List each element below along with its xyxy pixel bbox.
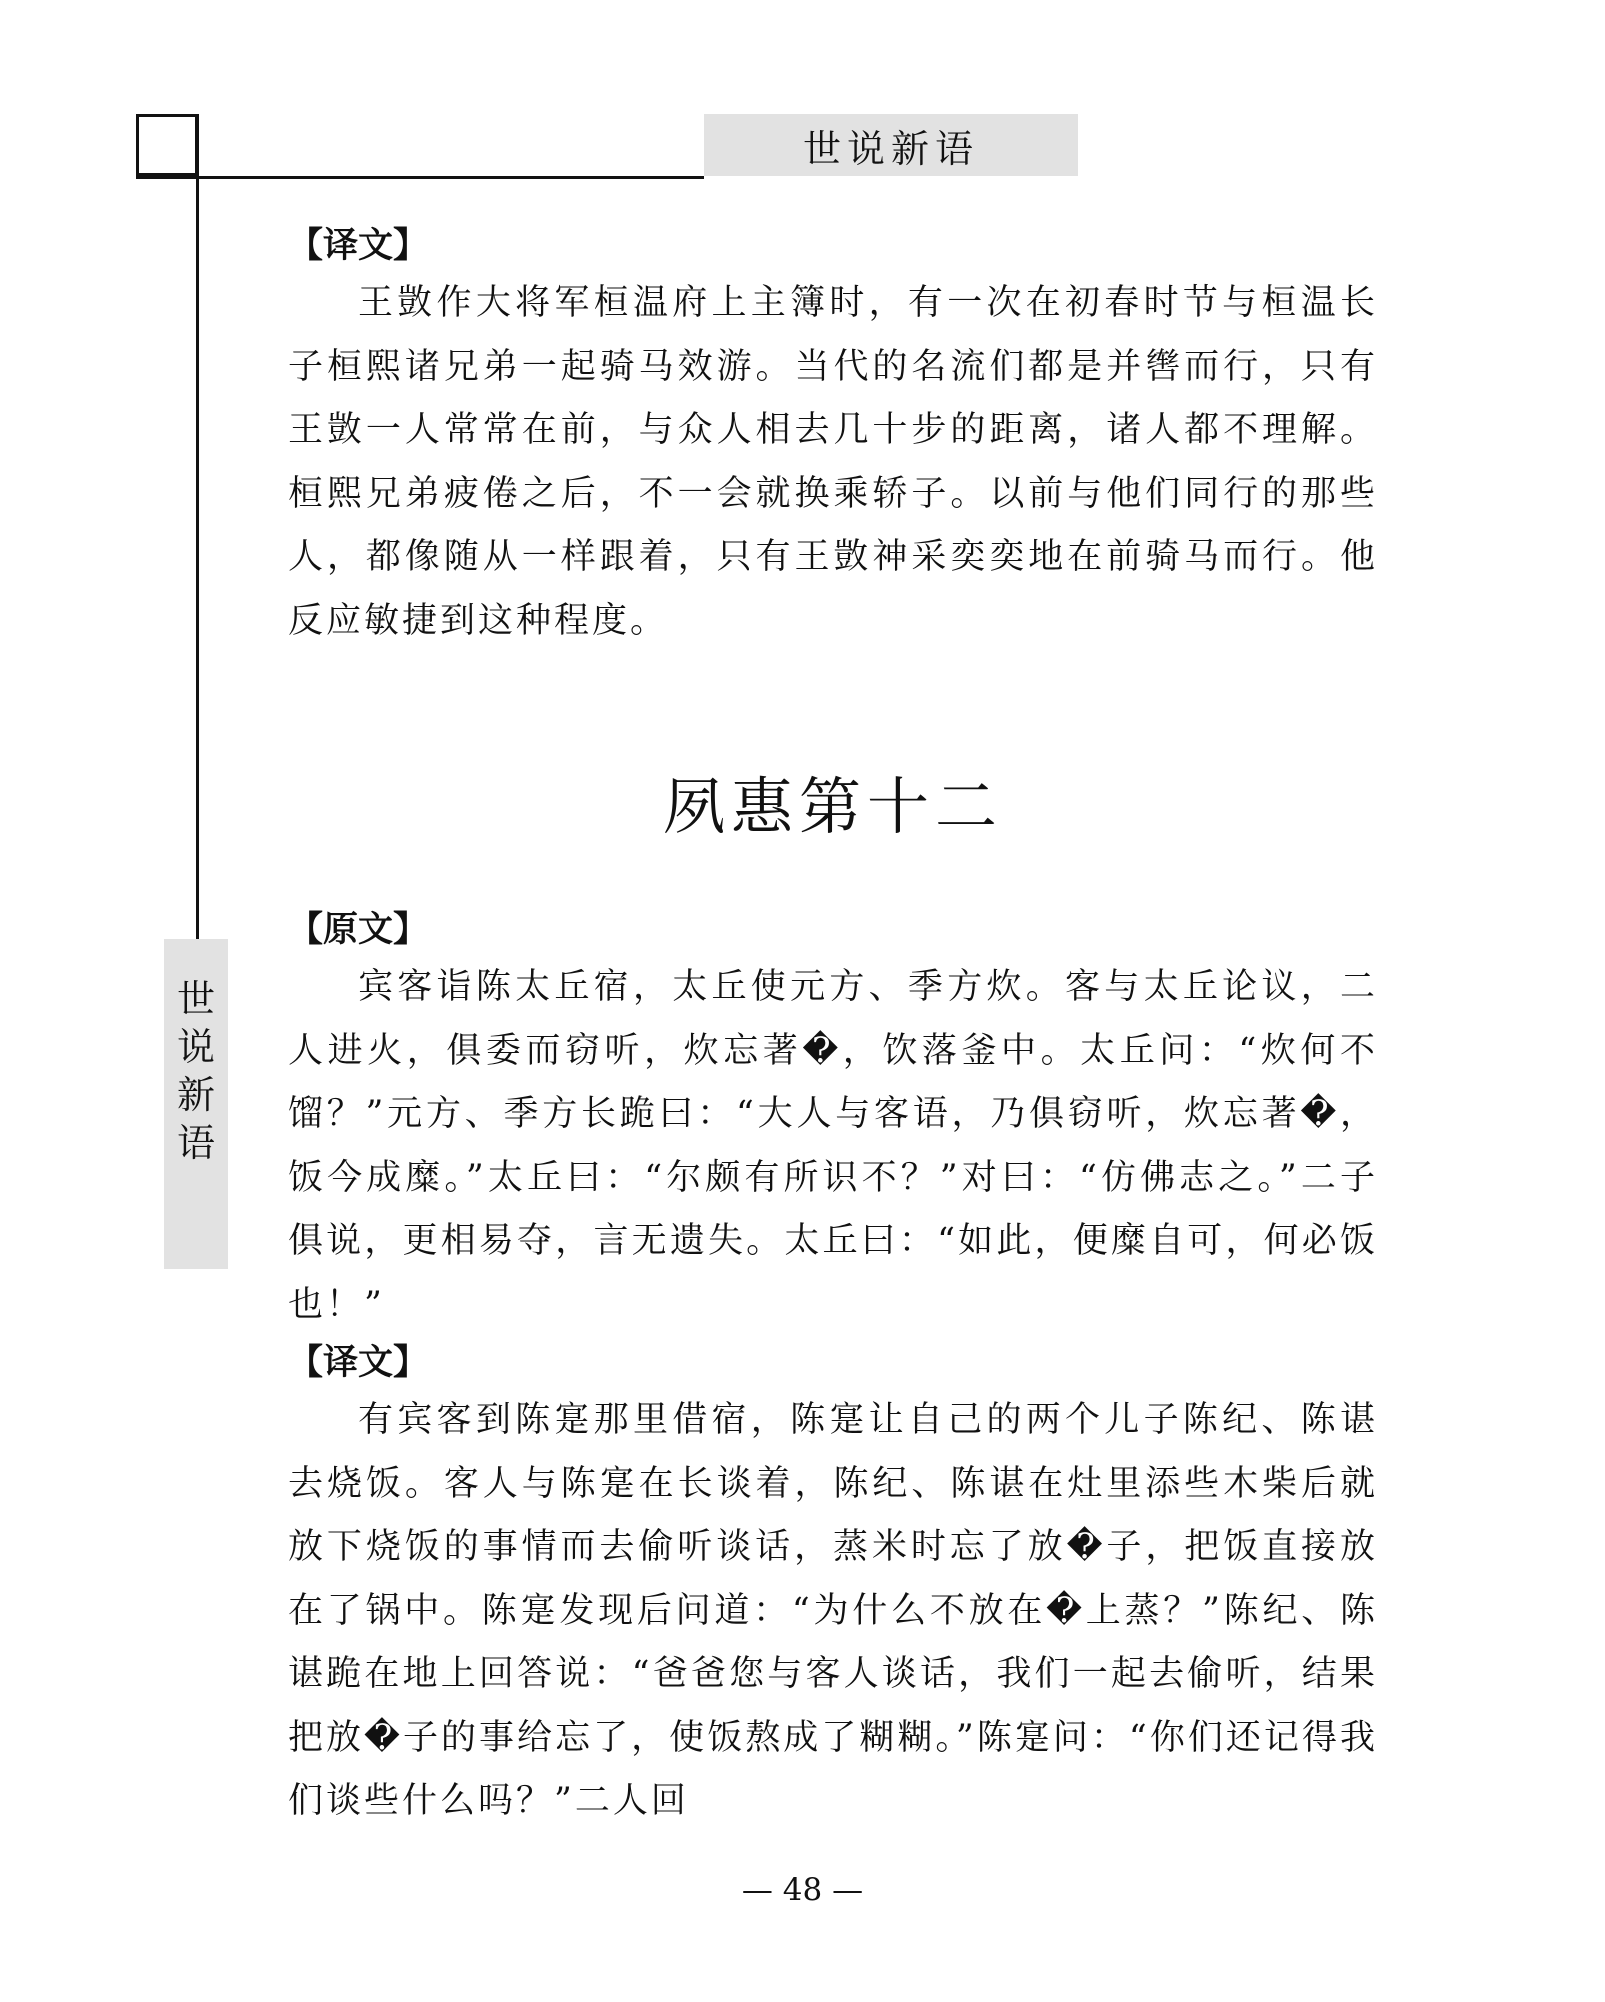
side-tab [164, 939, 228, 1269]
side-tab-char: 语 [176, 1121, 215, 1165]
side-tab-char: 世 [176, 977, 215, 1021]
side-tab-char: 说 [176, 1025, 215, 1069]
original-paragraph: 宾客诣陈太丘宿，太丘使元方、季方炊。客与太丘论议，二人进火，俱委而窃听，炊忘著�，饮落釜中。太丘问：“炊何不馏？”元方、季方长跪曰：“大人与客语，乃俱窃听，炊忘著�，饭今成糜。”太丘曰：“尔颇有所识不？”对曰：“仿佛志之。”二子俱说，更相易夺，言无遗失。太丘曰：“如此，便糜自可，何必饭也！” [288, 967, 1378, 1325]
translation-paragraph: 王敳作大将军桓温府上主簿时，有一次在初春时节与桓温长子桓熙诸兄弟一起骑马效游。当代的名流们都是并辔而行，只有王敳一人常常在前，与众人相去几十步的距离，诸人都不理解。桓熙兄弟疲倦之后，不一会就换乘轿子。以前与他们同行的那些人，都像随从一样跟着，只有王敳神采奕奕地在前骑马而行。他反应敏捷到这种程度。 [288, 283, 1378, 641]
original-label: 【原文】 [288, 910, 429, 950]
running-header [704, 114, 1078, 176]
page-content [288, 220, 1378, 1834]
side-tab-char: 新 [176, 1073, 215, 1117]
margin-rule [196, 114, 199, 939]
running-header-title: 世说新语 [802, 126, 979, 171]
header-corner-box [136, 114, 198, 176]
page-number: — 48 — [741, 1872, 864, 1908]
translation-paragraph: 有宾客到陈寔那里借宿，陈寔让自己的两个儿子陈纪、陈谌去烧饭。客人与陈寔在长谈着，陈纪、陈谌在灶里添些木柴后就放下烧饭的事情而去偷听谈话，蒸米时忘了放�子，把饭直接放在了锅中。陈寔发现后问道：“为什么不放在�上蒸？”陈纪、陈谌跪在地上回答说：“爸爸您与客人谈话，我们一起去偷听，结果把放�子的事给忘了，使饭熬成了糊糊。”陈寔问：“你们还记得我们谈些什么吗？”二人回 [288, 1400, 1378, 1821]
translation-label: 【译文】 [288, 226, 429, 266]
chapter-title: 夙惠第十二 [662, 770, 1003, 843]
header-rule [136, 176, 704, 179]
translation-label: 【译文】 [288, 1343, 429, 1383]
